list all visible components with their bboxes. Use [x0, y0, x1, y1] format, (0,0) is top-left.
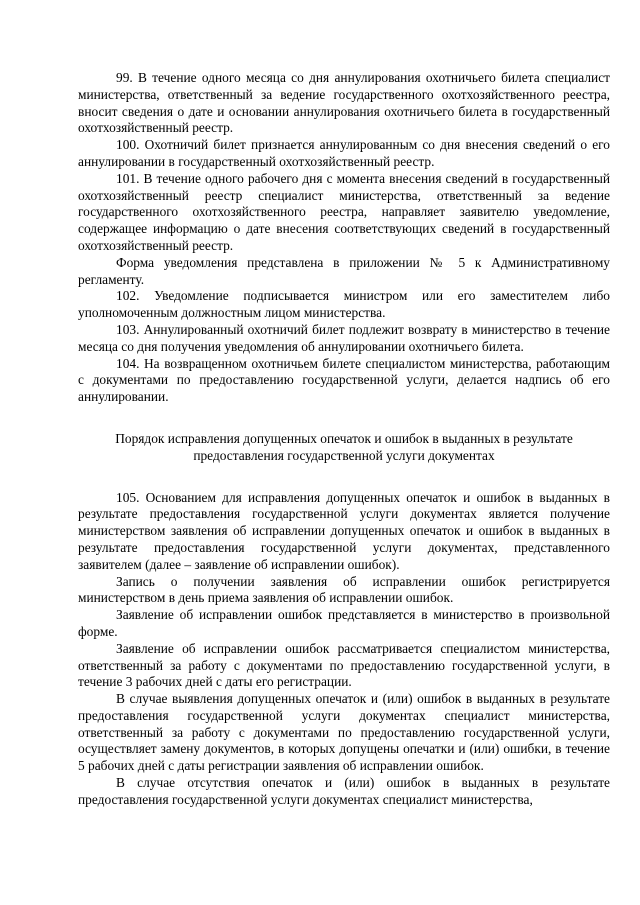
paragraph-no-errors: В случае отсутствия опечаток и (или) ошибок в выданных в результате предоставления государственной услуги документах специалист министерства, — [78, 775, 610, 807]
paragraph-105: 105. Основанием для исправления допущенных опечаток и ошибок в выданных в результате предоставления государственной услуги документах является получение министерством заявления об исправлении допущенных опечаток и ошибок в выданных в результате предоставления государственной услуги документах, представленного заявителем (далее – заявление об исправлении ошибок). — [78, 489, 610, 572]
paragraph-104: 104. На возвращенном охотничьем билете специалистом министерства, работающим с документами по предоставлению государственной услуги, делается надпись об его аннулировании. — [78, 355, 610, 405]
paragraph-review-period: Заявление об исправлении ошибок рассматривается специалистом министерства, ответственный за работу с документами по предоставлению государственной услуги, в течение 3 рабочих дней с даты его регистрации. — [78, 640, 610, 690]
paragraph-99: 99. В течение одного месяца со дня аннулирования охотничьего билета специалист министерства, ответственный за ведение государственного охотхозяйственного реестра, вносит сведения о дате и основании аннулирования охотничьего билета в государственный охотхозяйственный реестр. — [78, 70, 610, 136]
paragraph-registration: Запись о получении заявления об исправлении ошибок регистрируется министерством в день приема заявления об исправлении ошибок. — [78, 573, 610, 606]
paragraph-102: 102. Уведомление подписывается министром или его заместителем либо уполномоченным должностным лицом министерства. — [78, 288, 610, 321]
document-page — [78, 70, 610, 809]
paragraph-100: 100. Охотничий билет признается аннулированным со дня внесения сведений о его аннулировании в государственный охотхозяйственный реестр. — [78, 137, 610, 169]
paragraph-101: 101. В течение одного рабочего дня с момента внесения сведений в государственный охотхозяйственный реестр специалист министерства, ответственный за ведение государственного охотхозяйственного реестра, направляет заявителю уведомление, содержащее информацию о дате внесения соответствующих сведений в государственный охотхозяйственный реестр. — [78, 170, 610, 253]
paragraph-notice-form: Форма уведомления представлена в приложении № 5 к Административному регламенту. — [78, 254, 610, 287]
paragraph-103: 103. Аннулированный охотничий билет подлежит возврату в министерство в течение месяца со дня получения уведомления об аннулировании охотничьего билета. — [78, 321, 610, 354]
section-heading: Порядок исправления допущенных опечаток и ошибок в выданных в результате предоставления государственной услуги документах — [115, 430, 573, 463]
paragraph-replacement: В случае выявления допущенных опечаток и (или) ошибок в выданных в результате предоставления государственной услуги документах специалист министерства, ответственный за работу с документами по предоставлению государственной услуги, осуществляет замену документов, в которых допущены опечатки и (или) ошибки, в течение 5 рабочих дней с даты регистрации заявления об исправлении ошибок. — [78, 691, 610, 774]
paragraph-free-form: Заявление об исправлении ошибок представляется в министерство в произвольной форме. — [78, 607, 610, 639]
